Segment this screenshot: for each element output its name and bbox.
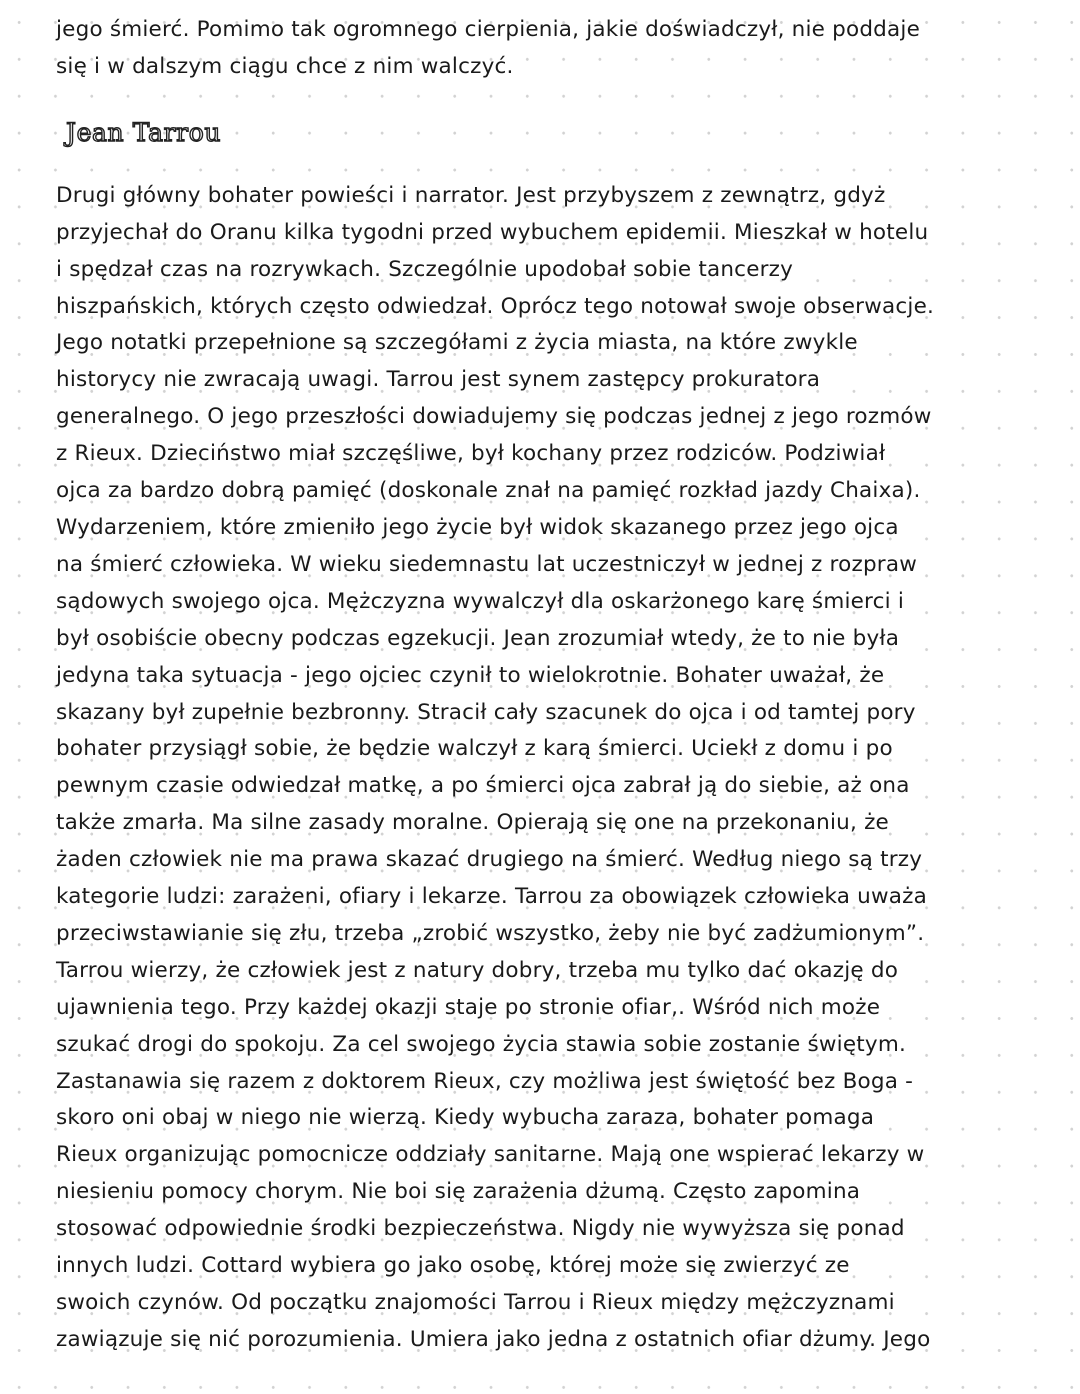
text-line: Tarrou wierzy, że człowiek jest z natury dobry, trzeba mu tylko dać okazję do xyxy=(56,957,899,983)
text-line: historycy nie zwracają uwagi. Tarrou jest synem zastępcy prokuratora xyxy=(56,367,821,393)
text-line: zawiązuje się nić porozumienia. Umiera jako jedna z ostatnich ofiar dżumy. Jego xyxy=(56,1326,931,1352)
text-line: był osobiście obecny podczas egzekucji. Jean zrozumiał wtedy, że to nie była xyxy=(56,625,900,651)
text-line: generalnego. O jego przeszłości dowiadujemy się podczas jednej z jego rozmów xyxy=(56,404,932,430)
text-line: ojca za bardzo dobrą pamięć (doskonale znał na pamięć rozkład jazdy Chaixa). xyxy=(56,478,921,504)
text-line: skoro oni obaj w niego nie wierzą. Kiedy wybucha zaraza, bohater pomaga xyxy=(56,1105,875,1131)
text-line: się i w dalszym ciągu chce z nim walczyć. xyxy=(56,53,514,79)
text-line: jego śmierć. Pomimo tak ogromnego cierpienia, jakie doświadczył, nie poddaje xyxy=(56,17,920,42)
text-line: Zastanawia się razem z doktorem Rieux, czy możliwa jest świętość bez Boga - xyxy=(56,1068,914,1094)
text-line: szukać drogi do spokoju. Za cel swojego życia stawia sobie zostanie świętym. xyxy=(56,1031,907,1057)
text-line: jedyna taka sytuacja - jego ojciec czynił to wielokrotnie. Bohater uważał, że xyxy=(56,662,885,688)
note-page xyxy=(56,12,1016,1359)
body-paragraph xyxy=(56,178,1016,1359)
text-line: ujawnienia tego. Przy każdej okazji staje po stronie ofiar,. Wśród nich może xyxy=(56,994,881,1020)
text-line: na śmierć człowieka. W wieku siedemnastu lat uczestniczył w jednej z rozpraw xyxy=(56,551,917,577)
text-line: swoich czynów. Od początku znajomości Tarrou i Rieux między mężczyznami xyxy=(56,1290,895,1315)
text-line: i spędzał czas na rozrywkach. Szczególnie upodobał sobie tancerzy xyxy=(56,256,794,282)
intro-paragraph xyxy=(56,12,1016,86)
text-line: stosować odpowiednie środki bezpieczeństwa. Nigdy nie wywyższa się ponad xyxy=(56,1216,905,1242)
text-line: Rieux organizując pomocnicze oddziały sanitarne. Mają one wspierać lekarzy w xyxy=(56,1142,925,1168)
text-line: skazany był zupełnie bezbronny. Stracił cały szacunek do ojca i od tamtej pory xyxy=(56,699,916,725)
text-line: sądowych swojego ojca. Mężczyzna wywalczył dla oskarżonego karę śmierci i xyxy=(56,588,905,614)
text-line: niesieniu pomocy chorym. Nie boi się zarażenia dżumą. Często zapomina xyxy=(56,1179,861,1205)
text-line: Drugi główny bohater powieści i narrator. Jest przybyszem z zewnątrz, gdyż xyxy=(56,182,886,208)
text-line: bohater przysiągł sobie, że będzie walczył z karą śmierci. Uciekł z domu i po xyxy=(56,736,893,762)
text-line: przeciwstawianie się złu, trzeba „zrobić wszystko, żeby nie być zadżumionym”. xyxy=(56,920,925,946)
text-line: Jego notatki przepełnione są szczegółami z życia miasta, na które zwykle xyxy=(56,330,858,356)
text-line: Wydarzeniem, które zmieniło jego życie był widok skazanego przez jego ojca xyxy=(56,514,899,540)
text-line: także zmarła. Ma silne zasady moralne. Opierają się one na przekonaniu, że xyxy=(56,810,889,836)
section-heading: Jean Tarrou xyxy=(66,117,222,147)
text-line: żaden człowiek nie ma prawa skazać drugiego na śmierć. Według niego są trzy xyxy=(56,847,923,873)
text-line: z Rieux. Dzieciństwo miał szczęśliwe, był kochany przez rodziców. Podziwiał xyxy=(56,441,886,467)
text-line: przyjechał do Oranu kilka tygodni przed wybuchem epidemii. Mieszkał w hotelu xyxy=(56,219,929,245)
text-line: kategorie ludzi: zarażeni, ofiary i lekarze. Tarrou za obowiązek człowieka uważa xyxy=(56,884,928,910)
text-line: pewnym czasie odwiedzał matkę, a po śmierci ojca zabrał ją do siebie, aż ona xyxy=(56,773,910,799)
text-line: hiszpańskich, których często odwiedzał. Oprócz tego notował swoje obserwacje. xyxy=(56,293,935,319)
text-line: innych ludzi. Cottard wybiera go jako osobę, której może się zwierzyć ze xyxy=(56,1253,850,1279)
